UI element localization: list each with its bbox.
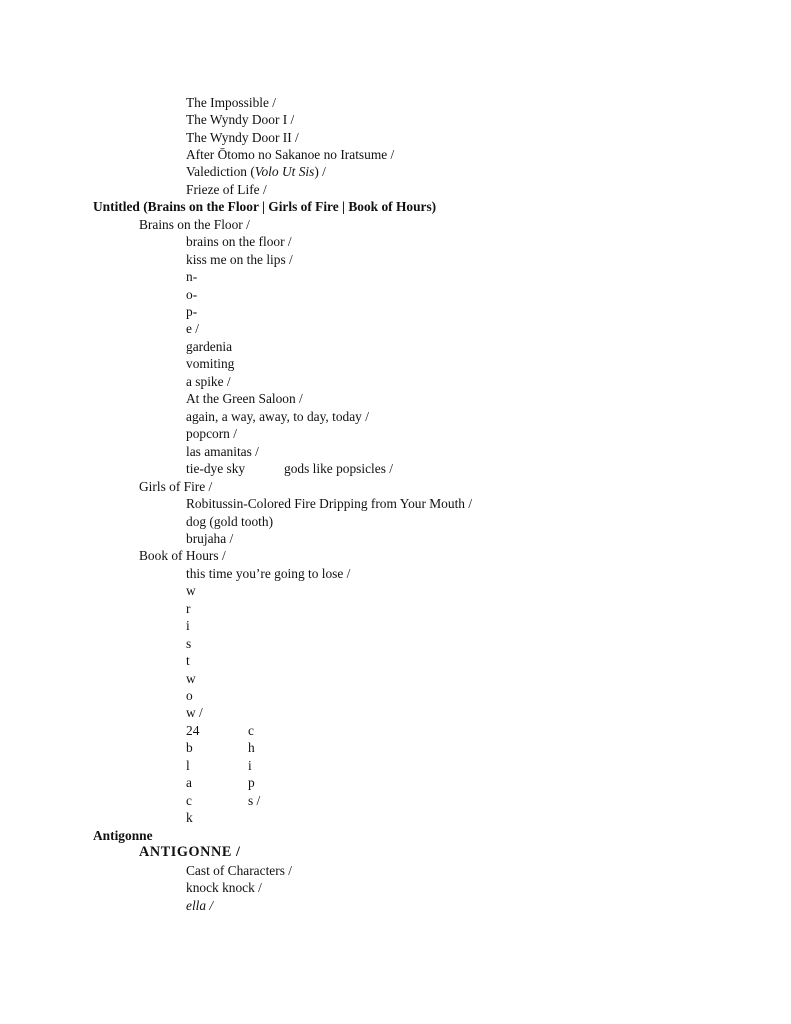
vertical-letter: c	[186, 793, 192, 808]
vertical-letter: l	[186, 758, 190, 773]
toc-entry: Frieze of Life /	[186, 182, 267, 197]
toc-heading: Untitled (Brains on the Floor | Girls of Fire | Book of Hours)	[93, 199, 437, 214]
toc-entry: brains on the floor /	[186, 234, 292, 249]
vertical-letter: w /	[186, 705, 203, 720]
vertical-letter: s /	[248, 793, 261, 808]
toc-entry: vomiting	[186, 356, 235, 371]
toc-entry: gods like popsicles /	[284, 461, 393, 476]
toc-section: ANTIGONNE /	[139, 844, 241, 860]
toc-entry: again, a way, away, to day, today /	[186, 409, 369, 424]
vertical-letter: p	[248, 775, 255, 790]
vertical-letter: t	[186, 653, 190, 668]
toc-entry: The Wyndy Door II /	[186, 130, 299, 145]
vertical-letter: i	[186, 618, 190, 633]
toc-entry: las amanitas /	[186, 444, 259, 459]
toc-entry-part: Valediction (	[186, 164, 255, 179]
vertical-letter: h	[248, 740, 255, 755]
toc-entry: dog (gold tooth)	[186, 514, 274, 529]
toc-entry: kiss me on the lips /	[186, 252, 293, 267]
toc-entry: knock knock /	[186, 880, 262, 895]
toc-entry-italic: Volo Ut Sis	[254, 164, 315, 179]
vertical-letter: w	[186, 583, 196, 598]
toc-entry: this time you’re going to lose /	[186, 566, 351, 581]
vertical-letter: b	[186, 740, 193, 755]
toc-entry: The Wyndy Door I /	[186, 112, 295, 127]
vertical-letter: c	[248, 723, 254, 738]
toc-entry: o-	[186, 287, 198, 302]
toc-entry: The Impossible /	[186, 95, 277, 110]
toc-entry	[186, 163, 326, 180]
toc-entry: gardenia	[186, 339, 233, 354]
vertical-letter: 24	[186, 723, 200, 738]
toc-entry: n-	[186, 269, 198, 284]
toc-entry: popcorn /	[186, 426, 237, 441]
vertical-letter: r	[186, 601, 191, 616]
toc-entry: e /	[186, 321, 200, 336]
toc-entry: After Ōtomo no Sakanoe no Iratsume /	[186, 147, 395, 162]
toc-section: Book of Hours /	[139, 548, 226, 563]
vertical-letter: w	[186, 671, 196, 686]
toc-heading: Antigonne	[93, 828, 153, 843]
toc-entry: Robitussin-Colored Fire Dripping from Your Mouth /	[186, 496, 473, 511]
toc-entry	[186, 897, 213, 914]
toc-section: Girls of Fire /	[139, 479, 213, 494]
vertical-letter: i	[248, 758, 252, 773]
toc-entry: At the Green Saloon /	[186, 391, 303, 406]
vertical-letter: k	[186, 810, 193, 825]
vertical-letter: s	[186, 636, 192, 651]
toc-entry: a spike /	[186, 374, 231, 389]
vertical-letter: o	[186, 688, 193, 703]
toc-entry-italic: ella /	[186, 898, 214, 913]
toc-section: Brains on the Floor /	[139, 217, 250, 232]
toc-entry: tie-dye sky	[186, 461, 246, 476]
toc-entry: Cast of Characters /	[186, 863, 292, 878]
toc-entry: p-	[186, 304, 198, 319]
vertical-letter: a	[186, 775, 192, 790]
toc-entry-part: ) /	[314, 164, 326, 179]
toc-entry: brujaha /	[186, 531, 234, 546]
